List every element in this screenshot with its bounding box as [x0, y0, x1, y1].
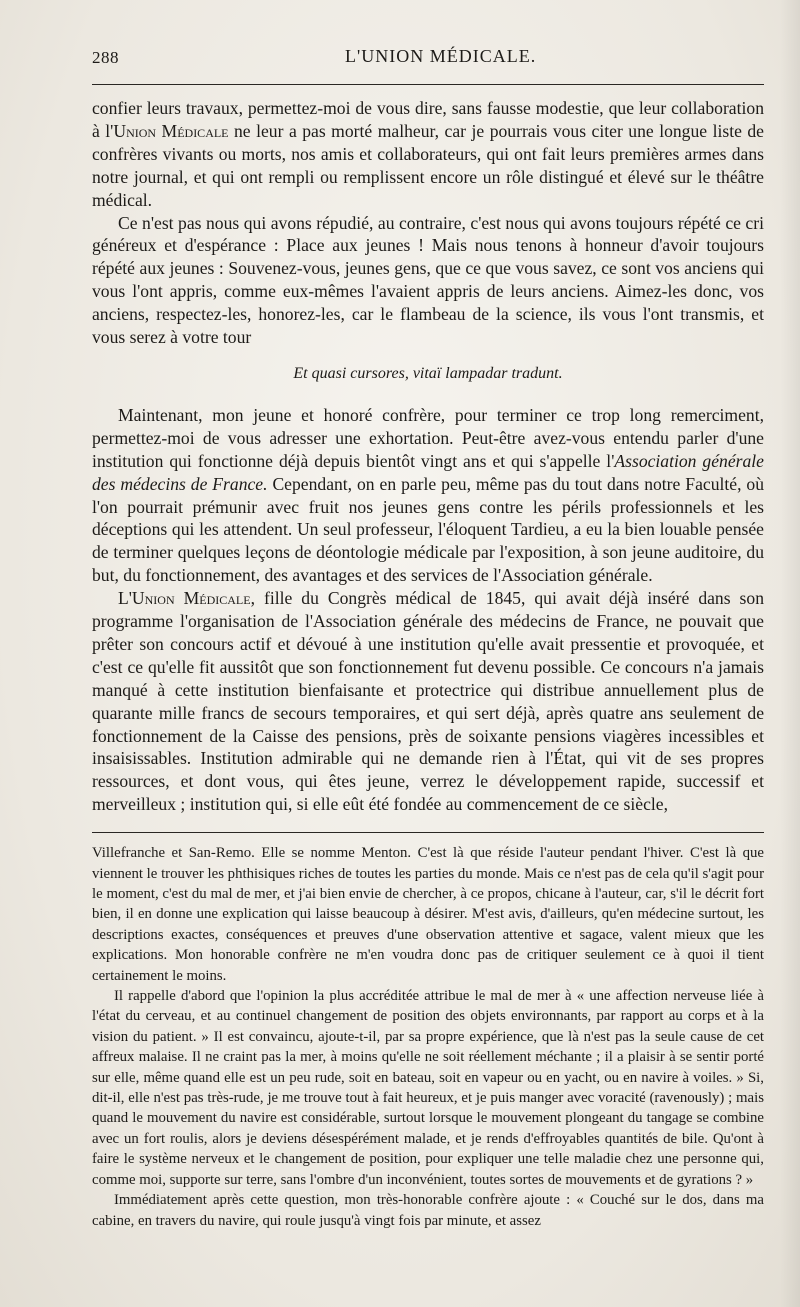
- paragraph-1: confier leurs travaux, permettez-moi de vous dire, sans fausse modestie, que leur collaboration à l'Union Médicale ne leur a pas morté malheur, car je pourrais vous citer une longue liste de confrères vivants ou morts, nos amis et collaborateurs, qui ont fait leurs premières armes dans notre journal, et qui ont rempli ou remplissent encore un rôle distingué et élevé sur le théâtre médical.: [92, 98, 764, 210]
- header-rule: [92, 84, 764, 85]
- footnote-paragraph-3: Immédiatement après cette question, mon très-honorable confrère ajoute : « Couché sur le dos, dans ma cabine, en travers du navire, qui roule jusqu'à vingt fois par minute, et assez: [92, 1192, 764, 1229]
- journal-name: Union Médicale: [113, 120, 229, 141]
- page-number: 288: [92, 48, 119, 67]
- footnote: [92, 843, 764, 1231]
- journal-name: Union Médicale: [131, 588, 251, 609]
- page-header: [92, 34, 764, 74]
- latin-quote: Et quasi cursores, vitaï lampadar tradunt.: [293, 364, 563, 382]
- footnote-rule: [92, 832, 764, 833]
- paragraph-3: Maintenant, mon jeune et honoré confrère, pour terminer ce trop long remerciment, permettez-moi de vous adresser une exhortation. Peut-être avez-vous entendu parler d'une institution qui fonctionne déjà depuis bientôt vingt ans et qui s'appelle l'Association générale des médecins de France. Cependant, on en parle peu, même pas du tout dans notre Faculté, où l'on pourrait prémunir avec fruit nos jeunes gens contre les périls professionnels et les déceptions qui les attendent. Un seul professeur, l'éloquent Tardieu, a eu la bien louable pensée de terminer quelques leçons de déontologie médicale par l'exposition, à son jeune auditoire, du but, du fonctionnement, des avantages et des services de l'Association générale.: [92, 404, 764, 586]
- paragraph-4: L'Union Médicale, fille du Congrès médical de 1845, qui avait déjà inséré dans son programme l'organisation de l'Association générale des médecins de France, ne pouvait que prêter son concours actif et dévoué à une institution qu'elle avait pressentie et provoquée, et c'est ce qu'elle fit aussitôt que son fonctionnement fut devenu possible. Ce concours n'a jamais manqué à cette institution bienfaisante et protectrice qui distribue annuellement plus de quarante mille francs de secours temporaires, et qui sert déjà, après quatre ans seulement de fonctionnement de la Caisse des pensions, près de soixante pensions viagères incessibles et insaisissables. Institution admirable qui ne demande rien à l'État, qui vit de ses propres ressources, et dont vous, qui êtes jeune, verrez le développement rapide, successif et merveilleux ; institution qui, si elle eût été fondée au commencement de ce siècle,: [92, 588, 765, 815]
- paragraph-2: Ce n'est pas nous qui avons répudié, au contraire, c'est nous qui avons toujours répété ce cri généreux et d'espérance : Place aux jeunes ! Mais nous tenons à honneur d'avoir toujours répété aux jeunes : Souvenez-vous, jeunes gens, que ce que vous savez, ce sont vos anciens qui vous l'ont appris, comme eux-mêmes l'avaient appris de leurs anciens. Aimez-les donc, vos anciens, respectez-les, honorez-les, car le flambeau de la science, ils vous l'ont transmis, et vous serez à votre tour: [92, 212, 764, 348]
- running-title: L'UNION MÉDICALE.: [345, 46, 537, 66]
- page-edge-shadow: [780, 0, 800, 1307]
- main-text: [92, 97, 764, 816]
- footnote-paragraph-2: Il rappelle d'abord que l'opinion la plus accréditée attribue le mal de mer à « une affection nerveuse liée à l'état du cerveau, et au continuel changement de position des objets environnants, par rapport au corps et à la vision du patient. » Il est convaincu, ajoute-t-il, par sa propre expérience, que là n'est pas la seule cause de cet affreux malaise. Il ne craint pas la mer, à moins qu'elle ne soit réellement méchante ; il a plaisir à se sentir porté sur elle, même quand elle est un peu rude, soit en bateau, soit en vapeur ou en yacht, ou en navire à voiles. » Si, dit-il, elle n'est pas très-rude, je me trouve tout à fait heureux, et je puis manger avec voracité (ravenously) ; mais quand le mouvement du navire est considérable, surtout lorsque le mouvement plongeant du tangage se combine avec un fort roulis, alors je deviens désespérément malade, et je rends d'effroyables quantités de bile. Qu'ont à faire le système nerveux et le changement de position, pour expliquer une telle maladie chez une personne qui, comme moi, supporte sur terre, sans l'ombre d'un inconvénient, toutes sortes de mouvements et de gyrations ? »: [92, 988, 764, 1188]
- association-title: Association générale des médecins de France.: [92, 450, 764, 494]
- footnote-paragraph-1: Villefranche et San-Remo. Elle se nomme Menton. C'est là que réside l'auteur pendant l'hiver. C'est là que viennent le trouver les phthisiques riches de toutes les parties du monde. Mais ce n'est pas de cela qu'il s'agit pour le moment, c'est du mal de mer, et j'ai bien envie de chercher, à ce propos, chicane à l'auteur, car, s'il le décrit fort bien, il en donne une explication qui laisse beaucoup à désirer. M'est avis, d'ailleurs, qu'en médecine surtout, les descriptions exactes, conséquences et preuves d'une observation attentive et sagace, valent mieux que les explications. Mon honorable confrère ne m'en voudra donc pas de critiquer seulement ce à quoi il tient certainement le moins.: [92, 845, 764, 984]
